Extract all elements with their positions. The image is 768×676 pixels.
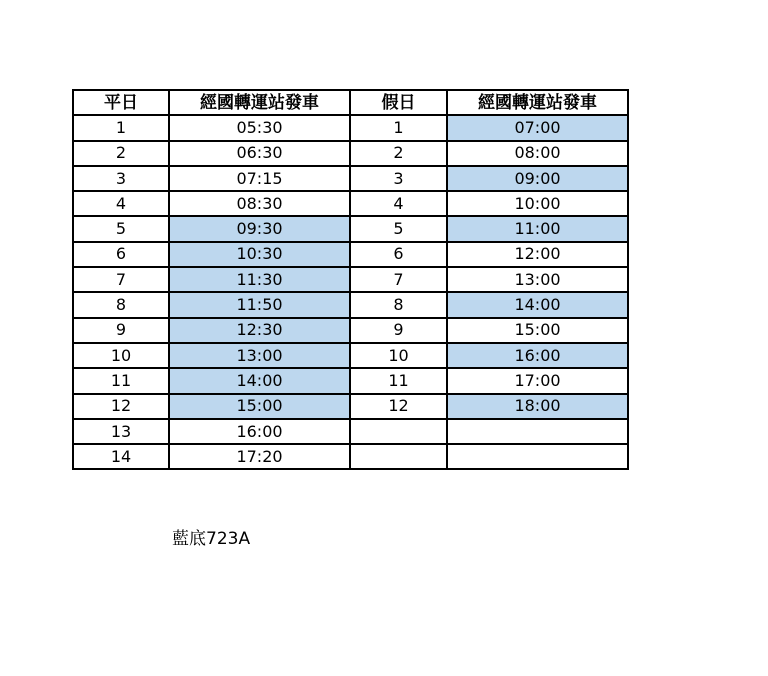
weekday-time-cell: 11:30 — [169, 267, 350, 292]
weekday-time-cell: 11:50 — [169, 292, 350, 317]
holiday-time-cell — [447, 444, 628, 469]
table-row — [73, 368, 628, 393]
holiday-time-cell: 18:00 — [447, 394, 628, 419]
holiday-time-cell: 16:00 — [447, 343, 628, 368]
table-row — [73, 343, 628, 368]
holiday-number-cell: 11 — [350, 368, 447, 393]
holiday-time-cell: 13:00 — [447, 267, 628, 292]
holiday-header: 假日 — [350, 90, 447, 115]
bus-schedule-table — [72, 89, 629, 470]
weekday-time-cell: 17:20 — [169, 444, 350, 469]
holiday-number-cell: 8 — [350, 292, 447, 317]
weekday-time-cell: 06:30 — [169, 141, 350, 166]
holiday-number-cell: 4 — [350, 191, 447, 216]
holiday-time-cell: 11:00 — [447, 216, 628, 241]
weekday-time-cell: 05:30 — [169, 115, 350, 140]
weekday-number-cell: 8 — [73, 292, 169, 317]
table-row — [73, 216, 628, 241]
weekday-number-cell: 10 — [73, 343, 169, 368]
weekday-time-cell: 08:30 — [169, 191, 350, 216]
holiday-time-cell: 10:00 — [447, 191, 628, 216]
weekday-time-cell: 13:00 — [169, 343, 350, 368]
holiday-time-cell — [447, 419, 628, 444]
weekday-time-cell: 12:30 — [169, 318, 350, 343]
table-row — [73, 267, 628, 292]
weekday-time-cell: 09:30 — [169, 216, 350, 241]
table-row — [73, 444, 628, 469]
holiday-time-cell: 14:00 — [447, 292, 628, 317]
table-row — [73, 394, 628, 419]
holiday-time-cell: 15:00 — [447, 318, 628, 343]
weekday-number-cell: 12 — [73, 394, 169, 419]
holiday-time-cell: 12:00 — [447, 242, 628, 267]
holiday-number-cell: 3 — [350, 166, 447, 191]
weekday-number-cell: 3 — [73, 166, 169, 191]
holiday-number-cell: 5 — [350, 216, 447, 241]
holiday-number-cell: 6 — [350, 242, 447, 267]
weekday-time-cell: 07:15 — [169, 166, 350, 191]
table-row — [73, 115, 628, 140]
holiday-number-cell: 7 — [350, 267, 447, 292]
highlight-legend-note: 藍底723A — [172, 529, 251, 549]
table-row — [73, 419, 628, 444]
table-row — [73, 292, 628, 317]
table-row — [73, 166, 628, 191]
holiday-time-cell: 17:00 — [447, 368, 628, 393]
weekday-time-cell: 14:00 — [169, 368, 350, 393]
holiday-number-cell: 2 — [350, 141, 447, 166]
weekday-number-cell: 6 — [73, 242, 169, 267]
weekday-time-cell: 16:00 — [169, 419, 350, 444]
holiday-number-cell: 10 — [350, 343, 447, 368]
holiday-number-cell — [350, 419, 447, 444]
weekday-number-cell: 2 — [73, 141, 169, 166]
weekday-number-cell: 7 — [73, 267, 169, 292]
holiday-time-cell: 07:00 — [447, 115, 628, 140]
holiday-number-cell — [350, 444, 447, 469]
weekday-time-cell: 10:30 — [169, 242, 350, 267]
weekday-number-cell: 5 — [73, 216, 169, 241]
weekday-number-cell: 14 — [73, 444, 169, 469]
holiday-time-cell: 09:00 — [447, 166, 628, 191]
weekday-departure-header: 經國轉運站發車 — [169, 90, 350, 115]
holiday-number-cell: 1 — [350, 115, 447, 140]
table-row — [73, 141, 628, 166]
weekday-number-cell: 1 — [73, 115, 169, 140]
weekday-number-cell: 13 — [73, 419, 169, 444]
weekday-number-cell: 11 — [73, 368, 169, 393]
holiday-number-cell: 12 — [350, 394, 447, 419]
weekday-number-cell: 4 — [73, 191, 169, 216]
table-row — [73, 242, 628, 267]
weekday-time-cell: 15:00 — [169, 394, 350, 419]
header-row — [73, 90, 628, 115]
weekday-number-cell: 9 — [73, 318, 169, 343]
table-row — [73, 318, 628, 343]
holiday-departure-header: 經國轉運站發車 — [447, 90, 628, 115]
weekday-header: 平日 — [73, 90, 169, 115]
holiday-time-cell: 08:00 — [447, 141, 628, 166]
holiday-number-cell: 9 — [350, 318, 447, 343]
table-row — [73, 191, 628, 216]
